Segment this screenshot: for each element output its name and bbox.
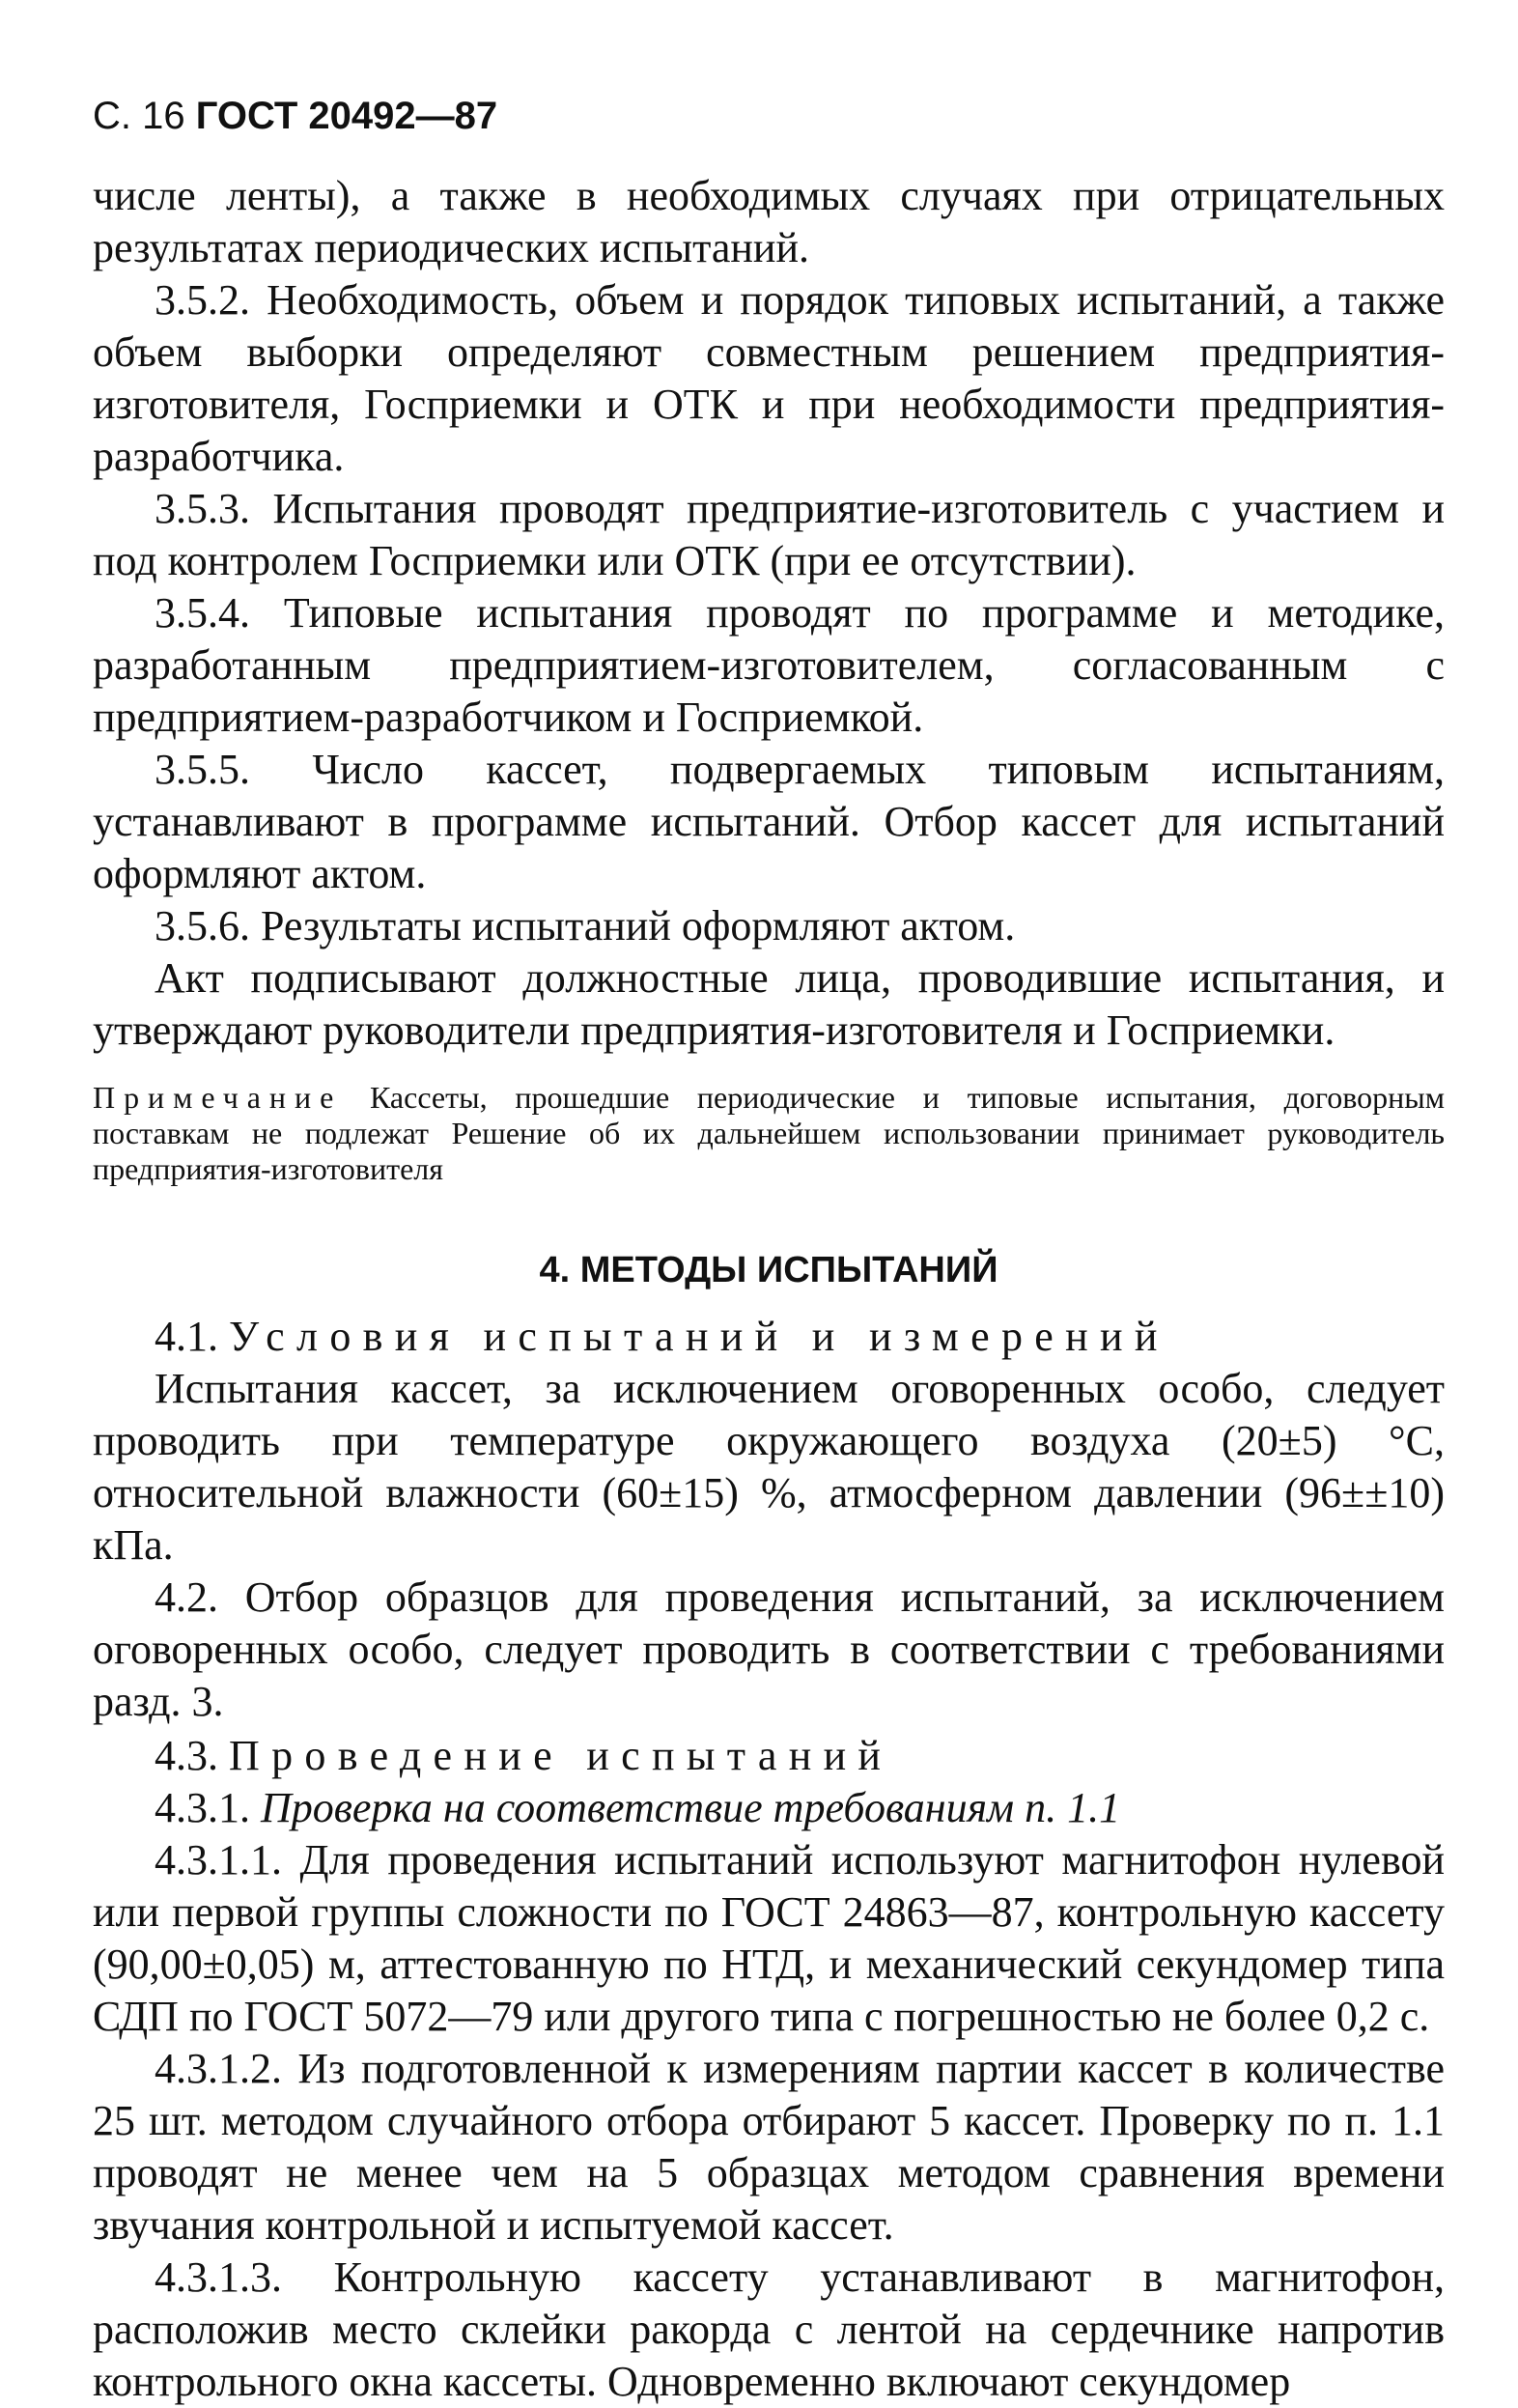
subsection-4-3-1-title: Проверка на соответствие требованиям п. 1.1 xyxy=(261,1784,1121,1831)
paragraph-continuation: числе ленты), а также в необходимых случаях при отрицательных результатах периодических испытаний. xyxy=(93,172,1445,271)
subsection-4-1-title: Условия испытаний и измерений xyxy=(229,1313,1169,1360)
page-number: С. 16 xyxy=(93,95,185,137)
paragraph-act: Акт подписывают должностные лица, проводившие испытания, и утверждают руководители предприятия-изготовителя и Госприемки. xyxy=(93,954,1445,1054)
subsection-4-3-1-heading xyxy=(93,1782,1445,1834)
note-block xyxy=(93,1080,1445,1187)
note-text: Кассеты, прошедшие периодические и типовые испытания, договорным поставкам не подлежат Решение об их дальнейшем использовании принимает руководитель предприятия-изготовителя xyxy=(93,1080,1446,1186)
paragraph-3-5-2: 3.5.2. Необходимость, объем и порядок типовых испытаний, а также объем выборки определяют совместным решением предприятия-изготовителя, Госприемки и ОТК и при необходимости предприятия-разработчика. xyxy=(93,276,1445,480)
paragraph-4-3-1-1: 4.3.1.1. Для проведения испытаний используют магнитофон нулевой или первой группы сложности по ГОСТ 24863—87, контрольную кассету (90,00±0,05) м, аттестованную по НТД, и механический секундомер типа СДП по ГОСТ 5072—79 или другого типа с погрешностью не более 0,2 с. xyxy=(93,1836,1445,2040)
note-label: Примечание xyxy=(93,1080,343,1115)
paragraph-3-5-3: 3.5.3. Испытания проводят предприятие-изготовитель с участием и под контролем Госприемки или ОТК (при ее отсутствии). xyxy=(93,485,1445,584)
document-page xyxy=(93,93,1445,2408)
paragraph-4-1: Испытания кассет, за исключением оговоренных особо, следует проводить при температуре окружающего воздуха (20±5) °С, относительной влажности (60±15) %, атмосферном давлении (96±±10) кПа. xyxy=(93,1365,1445,1569)
paragraph-3-5-5: 3.5.5. Число кассет, подвергаемых типовым испытаниям, устанавливают в программе испытаний. Отбор кассет для испытаний оформляют актом. xyxy=(93,746,1445,897)
page-header xyxy=(93,93,1445,139)
subsection-4-3-1-number: 4.3.1. xyxy=(155,1784,250,1831)
subsection-4-1-heading xyxy=(93,1311,1445,1363)
section-4-title: 4. МЕТОДЫ ИСПЫТАНИЙ xyxy=(539,1250,998,1290)
subsection-4-1-number: 4.1. xyxy=(155,1313,218,1360)
subsection-4-3-title: Проведение испытаний xyxy=(229,1732,893,1779)
paragraph-4-3-1-2: 4.3.1.2. Из подготовленной к измерениям партии кассет в количестве 25 шт. методом случайного отбора отбирают 5 кассет. Проверку по п. 1.1 проводят не менее чем на 5 образцах методом сравнения времени звучания контрольной и испытуемой кассет. xyxy=(93,2045,1445,2249)
paragraph-4-2: 4.2. Отбор образцов для проведения испытаний, за исключением оговоренных особо, следует проводить в соответствии с требованиями разд. 3. xyxy=(93,1573,1445,1725)
subsection-4-3-number: 4.3. xyxy=(155,1732,218,1779)
paragraph-3-5-4: 3.5.4. Типовые испытания проводят по программе и методике, разработанным предприятием-изготовителем, согласованным с предприятием-разработчиком и Госприемкой. xyxy=(93,589,1445,741)
paragraph-4-3-1-3: 4.3.1.3. Контрольную кассету устанавливают в магнитофон, расположив место склейки ракорда с лентой на сердечнике напротив контрольного окна кассеты. Одновременно включают секундомер xyxy=(93,2253,1445,2405)
subsection-4-3-heading xyxy=(93,1730,1445,1782)
paragraph-3-5-6: 3.5.6. Результаты испытаний оформляют актом. xyxy=(155,902,1016,949)
standard-code: ГОСТ 20492—87 xyxy=(195,95,498,137)
